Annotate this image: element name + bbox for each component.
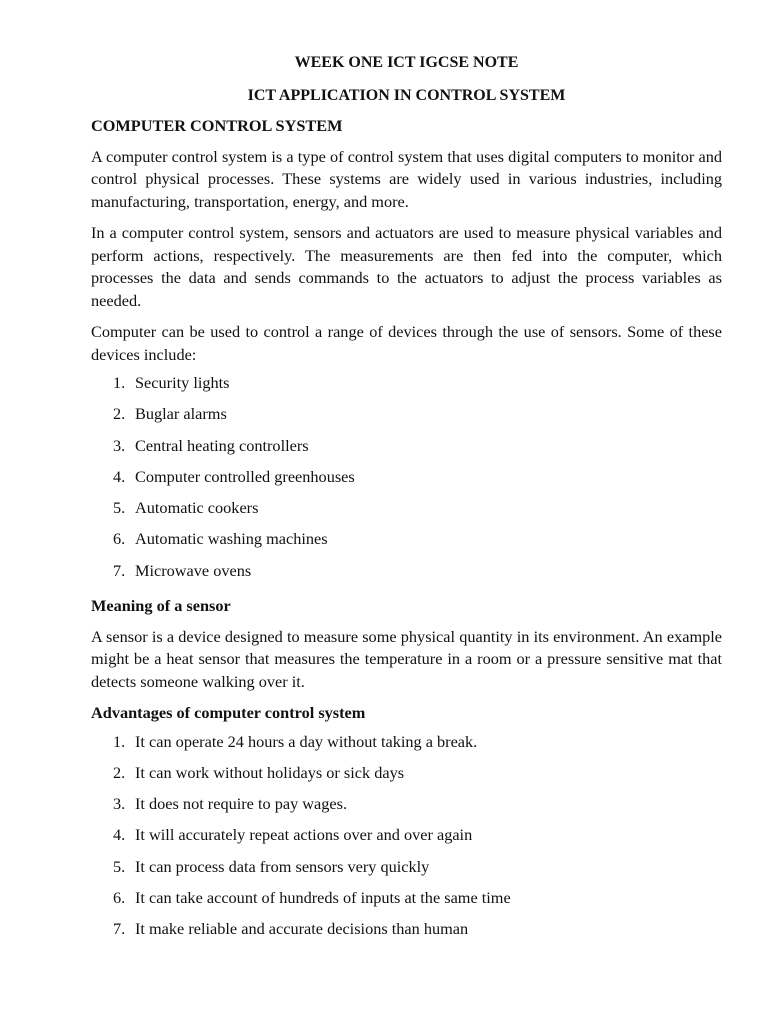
list-item bbox=[91, 762, 722, 793]
list-item bbox=[91, 731, 722, 762]
list-item bbox=[91, 528, 722, 559]
list-item-number: 3. bbox=[113, 794, 126, 814]
section-heading-advantages: Advantages of computer control system bbox=[91, 703, 366, 723]
list-item-text: It does not require to pay wages. bbox=[135, 794, 348, 814]
list-item-text: It can process data from sensors very quickly bbox=[135, 856, 430, 876]
paragraph-devices-intro: Computer can be used to control a range of devices through the use of sensors. Some of these devices include: bbox=[91, 322, 722, 364]
list-item bbox=[91, 560, 722, 591]
paragraph-sensor-definition: A sensor is a device designed to measure some physical quantity in its environment. An example might be a heat sensor that measures the temperature in a room or a pressure sensitive mat that detects someone walking over it. bbox=[91, 626, 722, 691]
list-item-number: 2. bbox=[113, 762, 126, 782]
list-item bbox=[91, 435, 722, 466]
paragraph-definition: A computer control system is a type of control system that uses digital computers to monitor and control physical processes. These systems are widely used in various industries, including manufacturing, transportation, energy, and more. bbox=[91, 146, 722, 211]
list-item-text: It can take account of hundreds of inputs at the same time bbox=[135, 888, 511, 908]
list-item-number: 5. bbox=[113, 856, 126, 876]
list-item-text: It make reliable and accurate decisions than human bbox=[135, 919, 469, 939]
list-item-number: 7. bbox=[113, 919, 126, 939]
list-item-number: 2. bbox=[113, 404, 126, 424]
list-item-text: Automatic cookers bbox=[135, 498, 259, 518]
list-item-number: 6. bbox=[113, 529, 126, 549]
list-item-number: 6. bbox=[113, 888, 126, 908]
document-subtitle: ICT APPLICATION IN CONTROL SYSTEM bbox=[247, 86, 566, 104]
devices-list bbox=[91, 372, 722, 591]
list-item bbox=[91, 793, 722, 824]
list-item-text: Microwave ovens bbox=[135, 560, 252, 580]
list-item bbox=[91, 824, 722, 855]
list-item-text: Buglar alarms bbox=[135, 404, 227, 424]
list-item bbox=[91, 372, 722, 403]
list-item-number: 4. bbox=[113, 466, 126, 486]
section-heading-meaning-of-sensor: Meaning of a sensor bbox=[91, 596, 231, 616]
list-item bbox=[91, 466, 722, 497]
list-item-text: Automatic washing machines bbox=[135, 529, 328, 549]
section-heading-computer-control-system: COMPUTER CONTROL SYSTEM bbox=[91, 116, 343, 135]
list-item-text: Central heating controllers bbox=[135, 435, 309, 455]
list-item-text: Security lights bbox=[135, 373, 230, 392]
list-item bbox=[91, 497, 722, 528]
list-item-number: 3. bbox=[113, 435, 126, 455]
list-item bbox=[91, 918, 722, 949]
list-item bbox=[91, 403, 722, 434]
paragraph-sensors-actuators: In a computer control system, sensors and actuators are used to measure physical variables and perform actions, respectively. The measurements are then fed into the computer, which processes the data and sends commands to the actuators to adjust the process variables as needed. bbox=[91, 223, 722, 310]
advantages-list bbox=[91, 731, 722, 950]
list-item bbox=[91, 887, 722, 918]
list-item-number: 1. bbox=[113, 731, 126, 751]
list-item-text: It can operate 24 hours a day without taking a break. bbox=[135, 731, 478, 751]
list-item-number: 1. bbox=[113, 373, 126, 392]
list-item-text: Computer controlled greenhouses bbox=[135, 466, 355, 486]
list-item-number: 7. bbox=[113, 560, 126, 580]
list-item-number: 4. bbox=[113, 825, 126, 845]
list-item-number: 5. bbox=[113, 498, 126, 518]
list-item bbox=[91, 856, 722, 887]
list-item-text: It can work without holidays or sick days bbox=[135, 762, 405, 782]
list-item-text: It will accurately repeat actions over and over again bbox=[135, 825, 473, 845]
document-title: WEEK ONE ICT IGCSE NOTE bbox=[294, 54, 519, 71]
